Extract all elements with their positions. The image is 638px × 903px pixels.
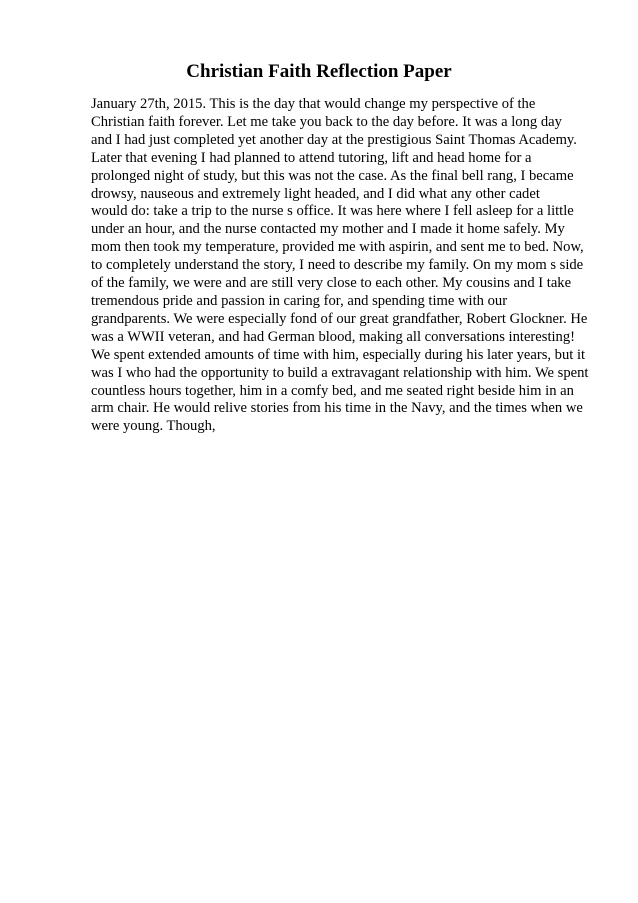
body-line: Later that evening I had planned to attend tutoring, lift and head home for a [91, 149, 532, 166]
body-line: prolonged night of study, but this was not the case. As the final bell rang, I became [91, 167, 574, 184]
body-line: were young. Though, [91, 418, 216, 435]
body-line: mom then took my temperature, provided me with aspirin, and sent me to bed. Now, [91, 239, 584, 256]
body-line: drowsy, nauseous and extremely light headed, and I did what any other cadet [91, 185, 540, 202]
body-line: was a WWII veteran, and had German blood, making all conversations interesting! [91, 328, 576, 345]
body-line: Christian faith forever. Let me take you back to the day before. It was a long day [91, 113, 562, 130]
body-line: and I had just completed yet another day at the prestigious Saint Thomas Academy. [91, 131, 577, 148]
body-line: to completely understand the story, I need to describe my family. On my mom s side [91, 257, 584, 274]
body-line: would do: take a trip to the nurse s office. It was here where I fell asleep for a little [91, 203, 574, 220]
body-line: grandparents. We were especially fond of our great grandfather, Robert Glockner. He [91, 310, 588, 327]
body-line: under an hour, and the nurse contacted my mother and I made it home safely. My [91, 221, 565, 238]
body-line: We spent extended amounts of time with him, especially during his later years, but it [91, 346, 586, 363]
body-text [91, 96, 611, 436]
page-title: Christian Faith Reflection Paper [186, 61, 452, 82]
body-line: of the family, we were and are still very close to each other. My cousins and I take [91, 275, 572, 292]
body-line: countless hours together, him in a comfy bed, and me seated right beside him in an [91, 382, 574, 399]
body-line: arm chair. He would relive stories from his time in the Navy, and the times when we [91, 400, 583, 417]
body-line: was I who had the opportunity to build a extravagant relationship with him. We spent [91, 364, 589, 381]
body-line: January 27th, 2015. This is the day that would change my perspective of the [91, 96, 536, 112]
body-line: tremendous pride and passion in caring for, and spending time with our [91, 292, 508, 309]
